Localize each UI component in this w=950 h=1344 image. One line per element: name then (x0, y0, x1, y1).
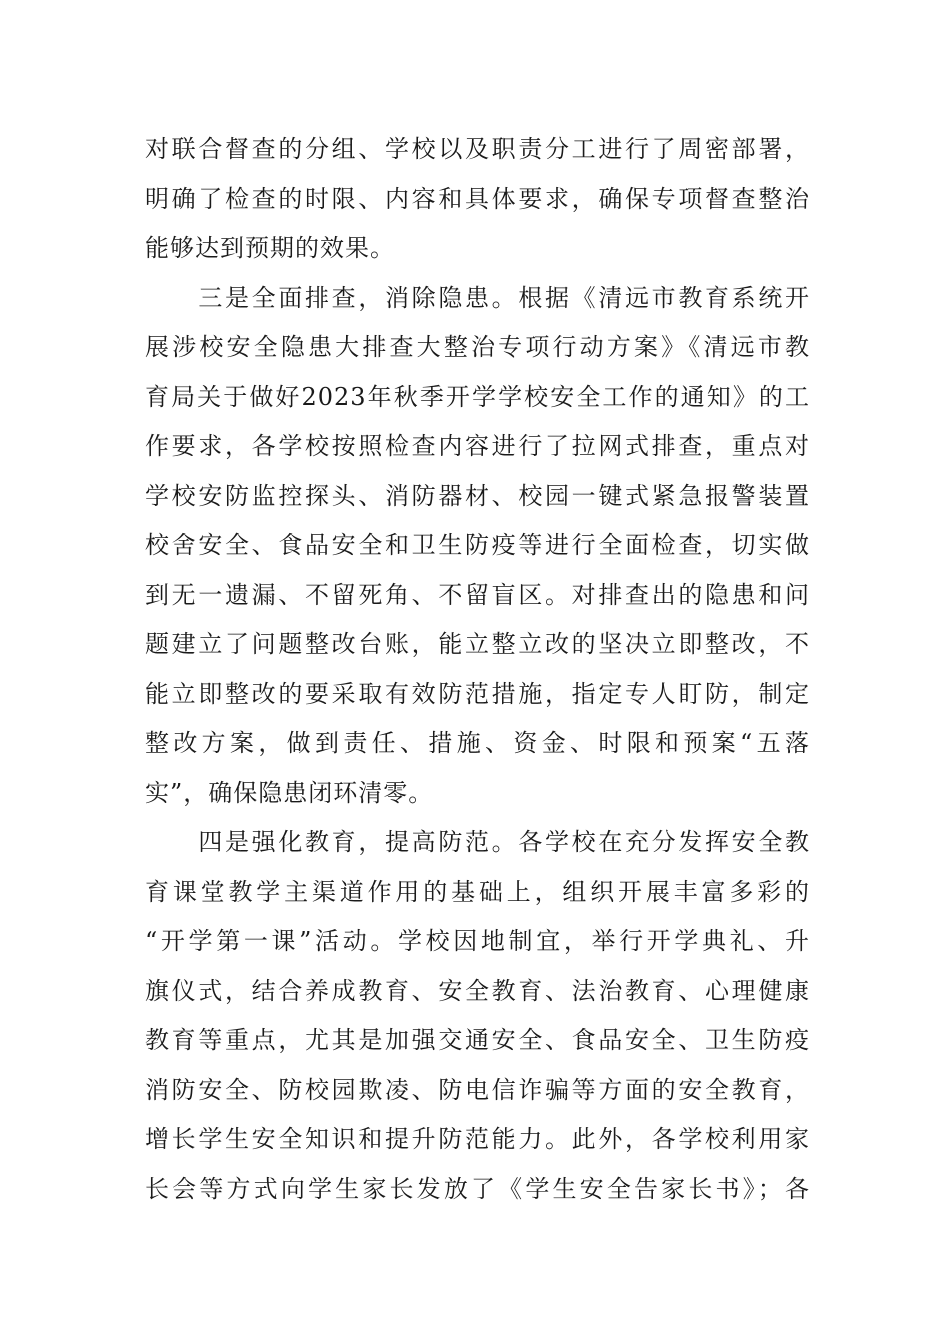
text-line: 育局关于做好2023年秋季开学学校安全工作的通知》的工 (145, 382, 810, 411)
text-line: 教育等重点，尤其是加强交通安全、食品安全、卫生防疫 (145, 1026, 810, 1054)
text-line: 题建立了问题整改台账，能立整立改的坚决立即整改，不 (145, 630, 810, 658)
text-line: 实”，确保隐患闭环清零。 (145, 778, 434, 807)
text-line: 整改方案，做到责任、措施、资金、时限和预案“五落 (145, 729, 810, 757)
text-line: 明确了检查的时限、内容和具体要求，确保专项督查整治 (145, 184, 810, 213)
text-line: 到无一遗漏、不留死角、不留盲区。对排查出的隐患和问 (145, 580, 810, 609)
text-line: 作要求，各学校按照检查内容进行了拉网式排查，重点对 (145, 432, 810, 460)
text-line: 三是全面排查，消除隐患。根据《清远市教育系统开 (145, 283, 810, 312)
body-text (145, 125, 810, 1214)
text-line: 四是强化教育，提高防范。各学校在充分发挥安全教 (145, 828, 810, 856)
text-line: 校舍安全、食品安全和卫生防疫等进行全面检查，切实做 (145, 531, 810, 559)
text-line: 能立即整改的要采取有效防范措施，指定专人盯防，制定 (145, 679, 810, 708)
text-line: 能够达到预期的效果。 (145, 234, 395, 262)
text-line: 育课堂教学主渠道作用的基础上，组织开展丰富多彩的 (145, 877, 810, 906)
text-line: 长会等方式向学生家长发放了《学生安全告家长书》；各 (145, 1174, 810, 1203)
text-line: 学校安防监控探头、消防器材、校园一键式紧急报警装置 (145, 481, 810, 510)
text-line: 旗仪式，结合养成教育、安全教育、法治教育、心理健康 (145, 976, 810, 1005)
text-line: “开学第一课”活动。学校因地制宜，举行开学典礼、升 (145, 927, 810, 955)
text-line: 展涉校安全隐患大排查大整治专项行动方案》《清远市教 (145, 333, 810, 361)
text-line: 增长学生安全知识和提升防范能力。此外，各学校利用家 (145, 1125, 810, 1153)
text-line: 消防安全、防校园欺凌、防电信诈骗等方面的安全教育， (145, 1075, 810, 1104)
text-line: 对联合督查的分组、学校以及职责分工进行了周密部署， (145, 135, 810, 163)
